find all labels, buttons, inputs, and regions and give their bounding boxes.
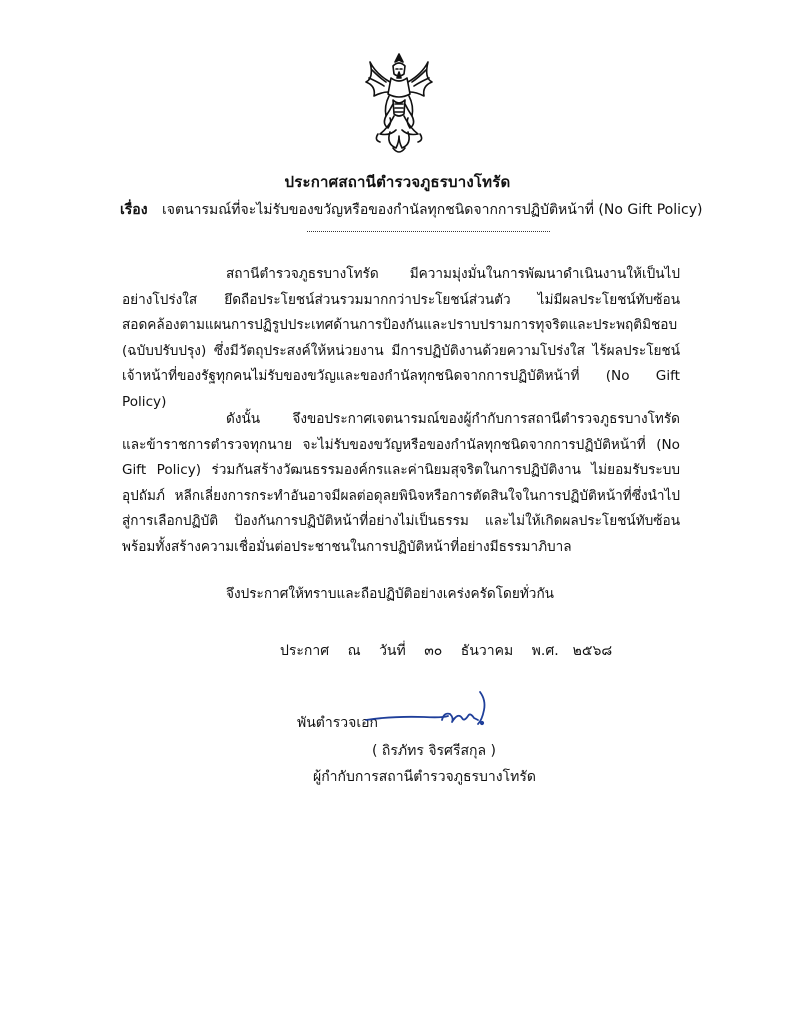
announcement-subject: [120, 199, 702, 221]
subject-label: เรื่อง: [120, 202, 148, 218]
date-day: ๓๐: [424, 643, 443, 659]
handwritten-signature-icon: [362, 690, 502, 740]
signer-rank: พันตำรวจเอก: [297, 715, 379, 731]
date-era: พ.ศ.: [531, 643, 559, 659]
paragraph-closing: จึงประกาศให้ทราบและถือปฏิบัติอย่างเคร่งครัดโดยทั่วกัน: [226, 586, 554, 602]
announcement-date: [280, 640, 626, 662]
signer-position: ผู้กำกับการสถานีตำรวจภูธรบางโทรัด: [313, 769, 536, 785]
signer-name: ( ถิรภัทร จิรศรีสกุล ): [372, 743, 496, 759]
date-day-label: วันที่: [379, 643, 406, 659]
announcement-title: ประกาศสถานีตำรวจภูธรบางโทรัด: [284, 173, 511, 191]
dotted-divider: [307, 231, 550, 232]
paragraph-intro: สถานีตำรวจภูธรบางโทรัด มีความมุ่งมั่นในการพัฒนาดำเนินงานให้เป็นไปอย่างโปร่งใส ยึดถือประโยชน์ส่วนรวมมากกว่าประโยชน์ส่วนตัว ไม่มีผลประโยชน์ทับซ้อน สอดคล้องตามแผนการปฏิรูปประเทศด้านการป้องกันและปราบปรามการทุจริตและประพฤติมิชอบ (ฉบับปรับปรุง) ซึ่งมีวัตถุประสงค์ให้หน่วยงาน มีการปฏิบัติงานด้วยความโปร่งใส ไร้ผลประโยชน์ เจ้าหน้าที่ของรัฐทุกคนไม่รับของขวัญและของกำนัลทุกชนิดจากการปฏิบัติหน้าที่ (No Gift Policy): [122, 266, 680, 410]
subject-text: เจตนารมณ์ที่จะไม่รับของขวัญหรือของกำนัลทุกชนิดจากการปฏิบัติหน้าที่ (No Gift Policy): [162, 202, 703, 218]
paragraph-declaration: ดังนั้น จึงขอประกาศเจตนารมณ์ของผู้กำกับการสถานีตำรวจภูธรบางโทรัด และข้าราชการตำรวจทุกนาย จะไม่รับของขวัญหรือของกำนัลทุกชนิดจากการปฏิบัติหน้าที่ (No Gift Policy) ร่วมกันสร้างวัฒนธรรมองค์กรและค่านิยมสุจริตในการปฏิบัติงาน ไม่ยอมรับระบบอุปถัมภ์ หลีกเลี่ยงการกระทำอันอาจมีผลต่อดุลยพินิจหรือการตัดสินใจในการปฏิบัติหน้าที่ซึ่งนำไปสู่การเลือกปฏิบัติ ป้องกันการปฏิบัติหน้าที่อย่างไม่เป็นธรรม และไม่ให้เกิดผลประโยชน์ทับซ้อน พร้อมทั้งสร้างความเชื่อมั่นต่อประชาชนในการปฏิบัติหน้าที่อย่างมีธรรมาภิบาล: [122, 411, 680, 555]
date-at: ณ: [347, 643, 361, 659]
garuda-emblem-icon: [360, 48, 438, 160]
date-prefix: ประกาศ: [280, 643, 330, 659]
date-year: ๒๕๖๘: [572, 643, 613, 659]
date-month: ธันวาคม: [460, 643, 514, 659]
